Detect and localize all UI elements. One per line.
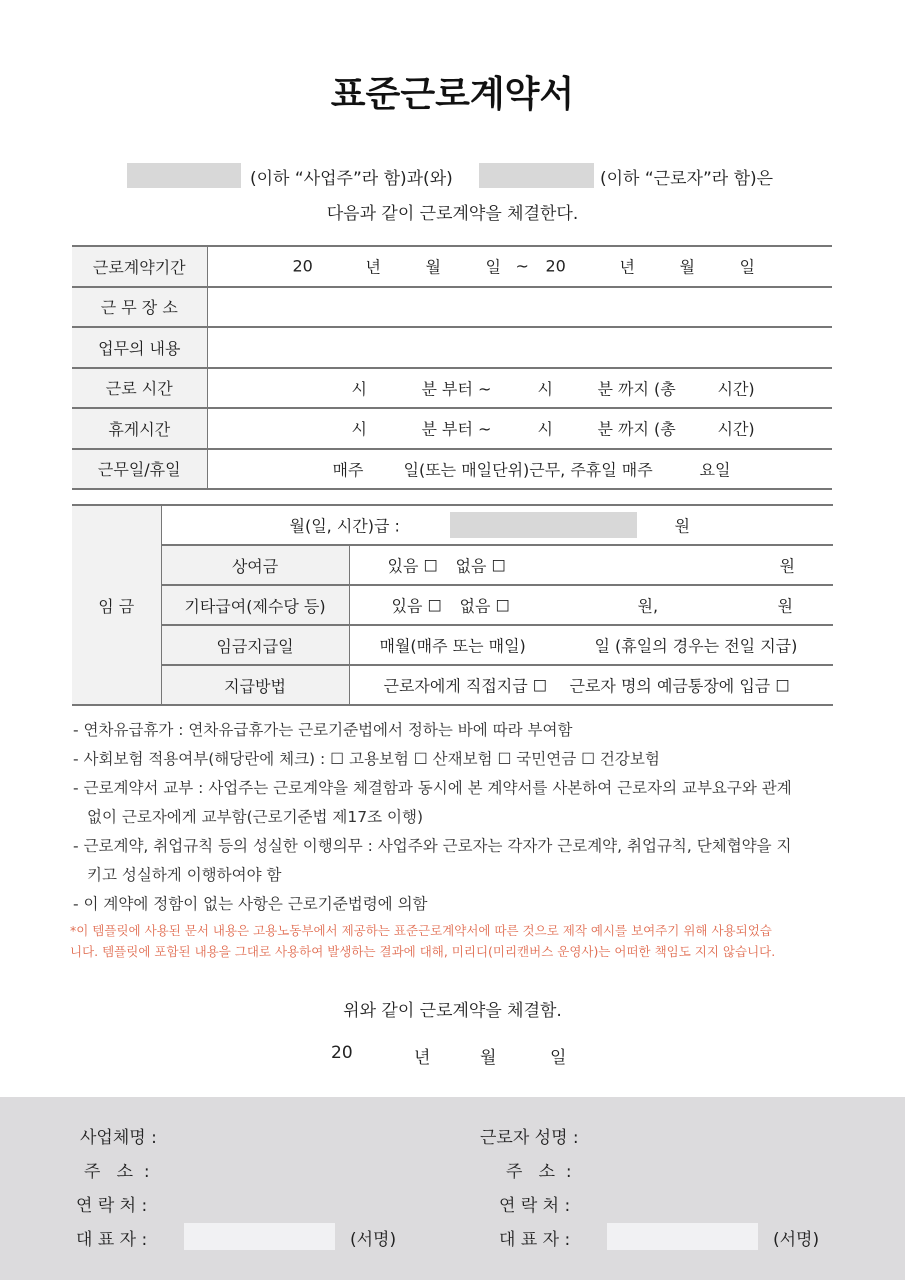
other-pay-yes-checkbox[interactable]: 있음 ☐ bbox=[391, 596, 442, 616]
row-label: 지급방법 bbox=[161, 665, 349, 705]
pay-method-field[interactable] bbox=[349, 665, 833, 705]
direct-pay-checkbox[interactable]: 근로자에게 직접지급 ☐ bbox=[383, 676, 548, 696]
table-row-pay-method bbox=[72, 665, 833, 705]
note-obligations: - 근로계약, 취업규칙 등의 성실한 이행의무 : 사업주와 근로자는 각자가 근로계약, 취업규칙, 단체협약을 지 bbox=[73, 837, 792, 855]
note-contract-delivery-cont: 없이 근로자에게 교부함(근로기준법 제17조 이행) bbox=[87, 808, 424, 826]
note-annual-leave: - 연차유급휴가 : 연차유급휴가는 근로기준법에서 정하는 바에 따라 부여함 bbox=[73, 721, 573, 739]
row-label: 임금지급일 bbox=[161, 625, 349, 665]
table-row-base-wage bbox=[72, 505, 833, 545]
note-obligations-cont: 키고 성실하게 이행하여야 함 bbox=[87, 866, 282, 884]
employee-rep-field[interactable] bbox=[607, 1223, 758, 1250]
table-row-pay-day bbox=[72, 625, 833, 665]
table-row-working-hours bbox=[72, 368, 832, 409]
wage-section-label: 임 금 bbox=[72, 505, 161, 705]
bonus-yes-checkbox[interactable]: 있음 ☐ bbox=[387, 556, 438, 576]
table-row-contract-period bbox=[72, 246, 832, 287]
bonus-no-checkbox[interactable]: 없음 ☐ bbox=[455, 556, 506, 576]
table-row-job-description bbox=[72, 327, 832, 368]
contract-notes bbox=[73, 716, 833, 919]
employee-rep-label: 대 표 자 : bbox=[499, 1230, 571, 1250]
break-time-field[interactable]: 시 분 부터 ~ 시 분 까지 (총 시간) bbox=[207, 408, 832, 449]
template-disclaimer: *이 템플릿에 사용된 문서 내용은 고용노동부에서 제공하는 표준근로계약서에 따른 것으로 제작 예시를 보여주기 위해 사용되었습 니다. 템플릿에 포함된 내용을 그대로 사용하여 발생하는 결과에 대해, 미리디(미리캔버스 운영사)는 어떠한 책임도 지지 않습니다. bbox=[70, 923, 776, 959]
row-label: 근로 시간 bbox=[72, 368, 207, 409]
employee-name-field[interactable] bbox=[479, 163, 594, 188]
other-pay-field[interactable]: 있음 ☐ 없음 ☐ 원, 원 bbox=[349, 585, 833, 625]
workdays-field[interactable]: 매주 일(또는 매일단위)근무, 주휴일 매주 요일 bbox=[207, 449, 832, 490]
pay-day-field[interactable]: 매월(매주 또는 매일) 일 (휴일의 경우는 전일 지급) bbox=[349, 625, 833, 665]
employee-sign-label: (서명) bbox=[773, 1230, 820, 1250]
employee-suffix: (이하 “근로자”라 함)은 bbox=[600, 169, 774, 189]
working-hours-field[interactable]: 시 분 부터 ~ 시 분 까지 (총 시간) bbox=[207, 368, 832, 409]
employer-name-label: 사업체명 : bbox=[80, 1128, 157, 1148]
employer-contact-label: 연 락 처 : bbox=[76, 1196, 148, 1216]
employer-sign-label: (서명) bbox=[350, 1230, 397, 1250]
row-label: 업무의 내용 bbox=[72, 327, 207, 368]
intro-line-1 bbox=[0, 162, 905, 190]
row-label: 휴게시간 bbox=[72, 408, 207, 449]
employer-rep-label: 대 표 자 : bbox=[76, 1230, 148, 1250]
row-label: 기타급여(제수당 등) bbox=[161, 585, 349, 625]
note-social-insurance: - 사회보험 적용여부(해당란에 체크) : ☐ 고용보험 ☐ 산재보험 ☐ 국민연금 ☐ 건강보험 bbox=[73, 750, 660, 768]
employee-contact-label: 연 락 처 : bbox=[499, 1196, 571, 1216]
intro-line-2: 다음과 같이 근로계약을 체결한다. bbox=[326, 204, 579, 224]
bonus-field[interactable]: 있음 ☐ 없음 ☐ 원 bbox=[349, 545, 833, 585]
employer-address-label: 주 소 : bbox=[84, 1162, 150, 1182]
employer-name-field[interactable] bbox=[127, 163, 241, 188]
row-label: 상여금 bbox=[161, 545, 349, 585]
table-row-workplace bbox=[72, 287, 832, 328]
row-label: 근 무 장 소 bbox=[72, 287, 207, 328]
employee-address-label: 주 소 : bbox=[506, 1162, 572, 1182]
table-row-other-pay bbox=[72, 585, 833, 625]
employee-name-label: 근로자 성명 : bbox=[480, 1128, 579, 1148]
employer-suffix: (이하 “사업주”라 함)과(와) bbox=[250, 169, 453, 189]
table-row-bonus bbox=[72, 545, 833, 585]
employer-rep-field[interactable] bbox=[184, 1223, 335, 1250]
other-pay-no-checkbox[interactable]: 없음 ☐ bbox=[459, 596, 510, 616]
workplace-field[interactable] bbox=[207, 287, 832, 328]
row-label: 근무일/휴일 bbox=[72, 449, 207, 490]
wage-table bbox=[72, 504, 833, 706]
bank-deposit-checkbox[interactable]: 근로자 명의 예금통장에 입금 ☐ bbox=[569, 676, 790, 696]
signing-date[interactable]: 20 년 월 일 bbox=[331, 1043, 567, 1068]
job-description-field[interactable] bbox=[207, 327, 832, 368]
table-row-workdays bbox=[72, 449, 832, 490]
document-title: 표준근로계약서 bbox=[330, 74, 575, 115]
note-contract-delivery: - 근로계약서 교부 : 사업주는 근로계약을 체결함과 동시에 본 계약서를 사본하여 근로자의 교부요구와 관계 bbox=[73, 779, 792, 797]
note-other-matters: - 이 계약에 정함이 없는 사항은 근로기준법령에 의함 bbox=[73, 895, 428, 913]
base-wage-amount[interactable] bbox=[450, 512, 637, 538]
base-wage-field[interactable]: 월(일, 시간)급 : 원 bbox=[161, 505, 833, 545]
closing-statement: 위와 같이 근로계약을 체결함. bbox=[343, 1001, 562, 1021]
row-label: 근로계약기간 bbox=[72, 246, 207, 287]
contract-terms-table bbox=[72, 245, 832, 490]
contract-period-field[interactable]: 20 년 월 일 ~ 20 년 월 일 bbox=[207, 246, 832, 287]
signature-section bbox=[0, 1097, 905, 1280]
table-row-break-time bbox=[72, 408, 832, 449]
